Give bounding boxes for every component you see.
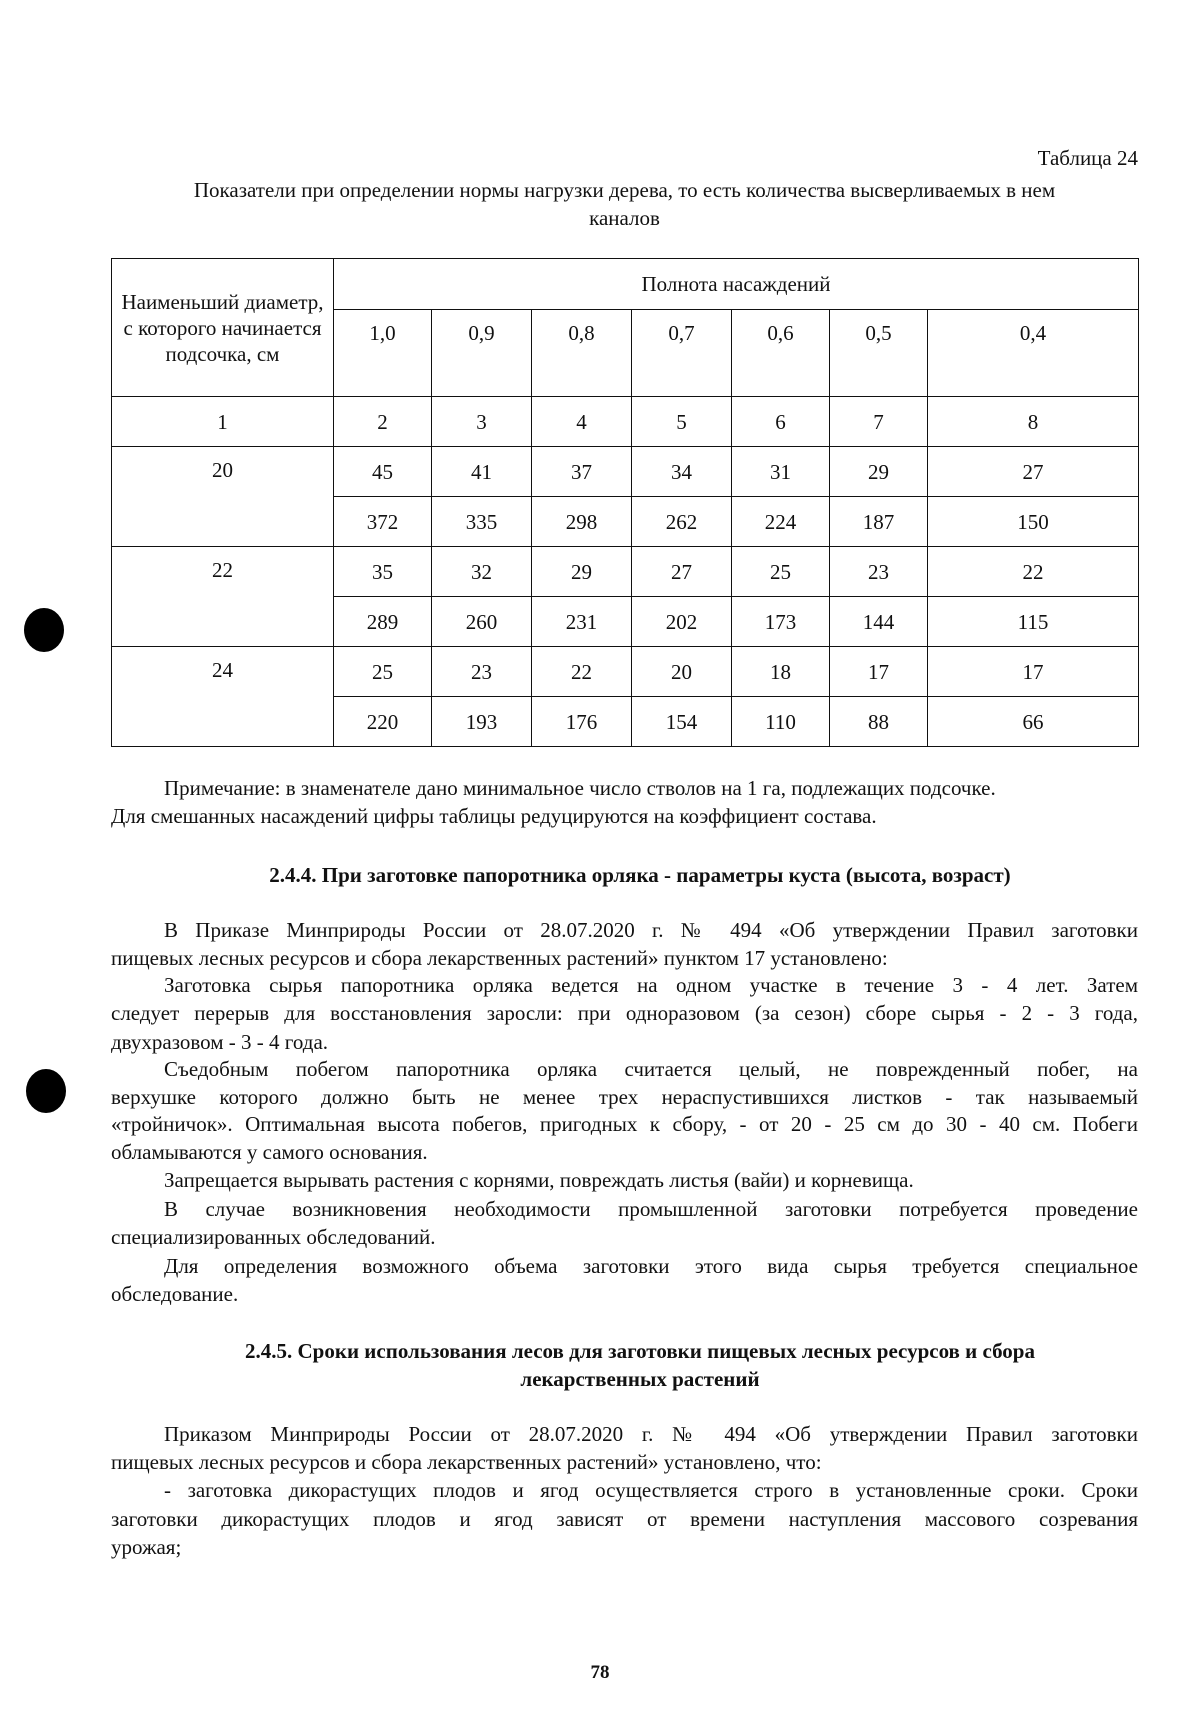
table-cell: 20: [632, 647, 732, 697]
page-number: 78: [590, 1662, 610, 1683]
table-cell: 37: [532, 447, 632, 497]
table-cell: 17: [830, 647, 928, 697]
paragraph-line: пищевых лесных ресурсов и сбора лекарственных растений» пунктом 17 установлено:: [111, 946, 888, 970]
table-cell: 193: [432, 697, 532, 747]
paragraph-line: «тройничок». Оптимальная высота побегов, пригодных к сбору, - от 20 - 25 см до 30 - 40 см. Побеги: [111, 1112, 1138, 1136]
table-cell: 110: [732, 697, 830, 747]
table-cell: 3: [432, 397, 532, 447]
table-cell: 173: [732, 597, 830, 647]
table-cell: 22: [532, 647, 632, 697]
table-cell: 262: [632, 497, 732, 547]
table-cell: 8: [928, 397, 1139, 447]
table-cell: 23: [830, 547, 928, 597]
table-cell: 372: [334, 497, 432, 547]
table-cell: 260: [432, 597, 532, 647]
numbering-row: [112, 397, 1139, 447]
table-cell: 144: [830, 597, 928, 647]
table-cell: 18: [732, 647, 830, 697]
paragraph-line: следует перерыв для восстановления заросли: при одноразовом (за сезон) сборе сырья - 2 - 3 года,: [111, 1001, 1138, 1025]
table-cell: 35: [334, 547, 432, 597]
table-cell: 88: [830, 697, 928, 747]
paragraph-line: пищевых лесных ресурсов и сбора лекарственных растений» установлено, что:: [111, 1450, 822, 1474]
table-row: [112, 647, 1139, 697]
paragraph-line: Приказом Минприроды России от 28.07.2020 г. № 494 «Об утверждении Правил заготовки: [164, 1422, 1138, 1446]
table-cell: 4: [532, 397, 632, 447]
table-cell: 298: [532, 497, 632, 547]
header-density: Полнота насаждений: [334, 259, 1139, 310]
paragraph-line: Запрещается вырывать растения с корнями, повреждать листья (вайи) и корневища.: [164, 1168, 914, 1192]
paragraph-line: Заготовка сырья папоротника орляка ведется на одном участке в течение 3 - 4 лет. Затем: [164, 973, 1138, 997]
note-line: Примечание: в знаменателе дано минимальное число стволов на 1 га, подлежащих подсочке.: [164, 776, 996, 800]
table-caption: каналов: [589, 206, 660, 230]
table-cell: 231: [532, 597, 632, 647]
punch-hole-mark: [24, 608, 64, 652]
paragraph-line: двухразовом - 3 - 4 года.: [111, 1030, 329, 1054]
paragraph-line: Съедобным побегом папоротника орляка считается целый, не поврежденный побег, на: [164, 1057, 1138, 1081]
table-label: Таблица 24: [1037, 146, 1138, 170]
table-cell: 23: [432, 647, 532, 697]
header-density-value: 0,5: [830, 310, 928, 397]
load-norm-table: [111, 258, 1139, 747]
table-cell: 25: [334, 647, 432, 697]
header-density-value: 0,6: [732, 310, 830, 397]
paragraph-line: В Приказе Минприроды России от 28.07.2020 г. № 494 «Об утверждении Правил заготовки: [164, 918, 1138, 942]
table-cell: 335: [432, 497, 532, 547]
table-row: [112, 547, 1139, 597]
paragraph-line: верхушке которого должно быть не менее трех нераспустившихся листков - так называемый: [111, 1085, 1138, 1109]
table-cell: 220: [334, 697, 432, 747]
table-cell: 25: [732, 547, 830, 597]
table-cell: 27: [928, 447, 1139, 497]
diameter-cell: 20: [112, 447, 334, 547]
table-cell: 115: [928, 597, 1139, 647]
table-cell: 7: [830, 397, 928, 447]
table-cell: 34: [632, 447, 732, 497]
punch-hole-mark: [26, 1069, 66, 1113]
table-cell: 154: [632, 697, 732, 747]
table-cell: 202: [632, 597, 732, 647]
paragraph-line: Для определения возможного объема заготовки этого вида сырья требуется специальное: [164, 1254, 1138, 1278]
section-heading-245: лекарственных растений: [520, 1367, 760, 1391]
table-cell: 1: [112, 397, 334, 447]
table-cell: 17: [928, 647, 1139, 697]
header-density-value: 1,0: [334, 310, 432, 397]
table-cell: 41: [432, 447, 532, 497]
table-cell: 29: [532, 547, 632, 597]
table-cell: 22: [928, 547, 1139, 597]
table-cell: 150: [928, 497, 1139, 547]
table-cell: 176: [532, 697, 632, 747]
table-cell: 224: [732, 497, 830, 547]
table-caption: Показатели при определении нормы нагрузки дерева, то есть количества высверливаемых в нем: [193, 178, 1056, 202]
note-line: Для смешанных насаждений цифры таблицы редуцируются на коэффициент состава.: [111, 804, 877, 828]
table-cell: 187: [830, 497, 928, 547]
header-row: [112, 259, 1139, 310]
diameter-cell: 22: [112, 547, 334, 647]
section-heading-244: 2.4.4. При заготовке папоротника орляка - параметры куста (высота, возраст): [269, 863, 1011, 887]
table-cell: 31: [732, 447, 830, 497]
table-row: [112, 447, 1139, 497]
table-cell: 289: [334, 597, 432, 647]
header-density-value: 0,9: [432, 310, 532, 397]
table-cell: 32: [432, 547, 532, 597]
header-diameter: Наименьший диаметр, с которого начинается подсочка, см: [112, 259, 334, 397]
table-cell: 45: [334, 447, 432, 497]
table-cell: 5: [632, 397, 732, 447]
table-cell: 2: [334, 397, 432, 447]
paragraph-line: В случае возникновения необходимости промышленной заготовки потребуется проведение: [164, 1197, 1138, 1221]
diameter-cell: 24: [112, 647, 334, 747]
header-density-value: 0,8: [532, 310, 632, 397]
table-cell: 27: [632, 547, 732, 597]
header-density-value: 0,4: [928, 310, 1139, 397]
paragraph-line: обламываются у самого основания.: [111, 1140, 428, 1164]
table-cell: 6: [732, 397, 830, 447]
table-cell: 29: [830, 447, 928, 497]
paragraph-line: обследование.: [111, 1282, 239, 1306]
paragraph-line: - заготовка дикорастущих плодов и ягод осуществляется строго в установленные сроки. Сроки: [164, 1478, 1138, 1502]
paragraph-line: заготовки дикорастущих плодов и ягод зависят от времени наступления массового созревания: [111, 1507, 1138, 1531]
header-density-value: 0,7: [632, 310, 732, 397]
paragraph-line: урожая;: [111, 1535, 182, 1559]
paragraph-line: специализированных обследований.: [111, 1225, 436, 1249]
section-heading-245: 2.4.5. Сроки использования лесов для заготовки пищевых лесных ресурсов и сбора: [245, 1339, 1035, 1363]
table-cell: 66: [928, 697, 1139, 747]
